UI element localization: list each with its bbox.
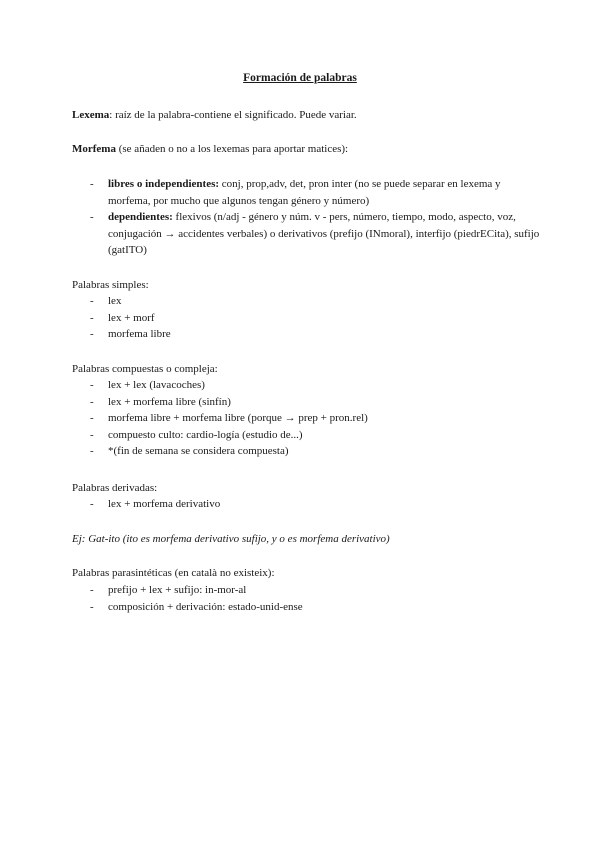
parasinteticas-list — [72, 582, 542, 615]
morfema-definition — [72, 141, 542, 157]
dash-bullet: - — [90, 178, 94, 190]
item-text: conj, prop,adv, det, pron inter (no se puede separar en lexema y morfema, por mucho que algunos tengan género y número) — [108, 178, 501, 207]
item-text: compuesto culto: cardio-logía (estudio de...) — [108, 428, 303, 441]
derivadas-heading: Palabras derivadas: — [72, 482, 158, 494]
dash-bullet: - — [90, 211, 94, 223]
item-text: lex + morfema libre (sinfín) — [108, 395, 231, 408]
item-text: flexivos (n/adj - género y núm. v - pers, número, tiempo, modo, aspecto, voz, conjugación → accidentes verbales) o derivativos (prefijo (INmoral), interfijo (piedrECita), sufijo (gatITO) — [108, 211, 540, 256]
item-text: lex + morfema derivativo — [108, 498, 221, 510]
compuestas-heading: Palabras compuestas o compleja: — [72, 363, 218, 375]
dash-bullet: - — [90, 395, 94, 408]
item-text: morfema libre + morfema libre (porque → prep + pron.rel) — [108, 412, 368, 424]
dash-bullet: - — [90, 498, 94, 510]
list-item — [72, 410, 542, 427]
morfema-text: (se añaden o no a los lexemas para aportar matices): — [115, 143, 349, 155]
lexema-text: : raíz de la palabra-contiene el significado. Puede variar. — [109, 109, 357, 121]
simples-heading: Palabras simples: — [72, 279, 149, 291]
list-item — [72, 326, 542, 343]
derivadas-list — [72, 496, 542, 513]
ejemplo-line: Ej: Gat-ito (ito es morfema derivativo sufijo, y o es morfema derivativo) — [72, 533, 390, 545]
list-item — [72, 496, 542, 513]
lexema-term: Lexema — [72, 109, 110, 121]
dash-bullet: - — [90, 600, 94, 613]
dash-bullet: - — [90, 295, 94, 307]
dash-bullet: - — [90, 379, 94, 391]
list-item — [72, 310, 542, 327]
morfema-term: Morfema — [72, 143, 116, 155]
item-text: lex — [108, 295, 122, 307]
item-text: *(fin de semana se considera compuesta) — [108, 445, 289, 457]
dash-bullet: - — [90, 584, 94, 596]
item-term: dependientes: — [108, 211, 173, 223]
item-text: morfema libre — [108, 328, 171, 340]
dash-bullet: - — [90, 328, 94, 340]
list-item — [72, 394, 542, 411]
page-title: Formación de palabras — [243, 72, 357, 84]
list-item — [72, 582, 542, 599]
item-text: composición + derivación: estado-unid-ense — [108, 600, 303, 613]
list-item — [72, 209, 542, 259]
list-item — [72, 176, 542, 209]
list-item — [72, 599, 542, 616]
dash-bullet: - — [90, 311, 94, 324]
dash-bullet: - — [90, 428, 94, 441]
dash-bullet: - — [90, 445, 94, 457]
dash-bullet: - — [90, 412, 94, 424]
item-term: libres o independientes: — [108, 178, 220, 190]
compuestas-list — [72, 377, 542, 460]
list-item — [72, 427, 542, 444]
item-text: prefijo + lex + sufijo: in-mor-al — [108, 584, 247, 596]
list-item — [72, 293, 542, 310]
list-item — [72, 377, 542, 394]
simples-list — [72, 293, 542, 343]
item-text: lex + morf — [108, 311, 155, 324]
item-text: lex + lex (lavacoches) — [108, 379, 205, 391]
list-item — [72, 443, 542, 460]
morfema-list — [72, 176, 542, 259]
parasinteticas-heading: Palabras parasintéticas (en català no existeix): — [72, 567, 275, 579]
lexema-definition — [72, 107, 542, 123]
